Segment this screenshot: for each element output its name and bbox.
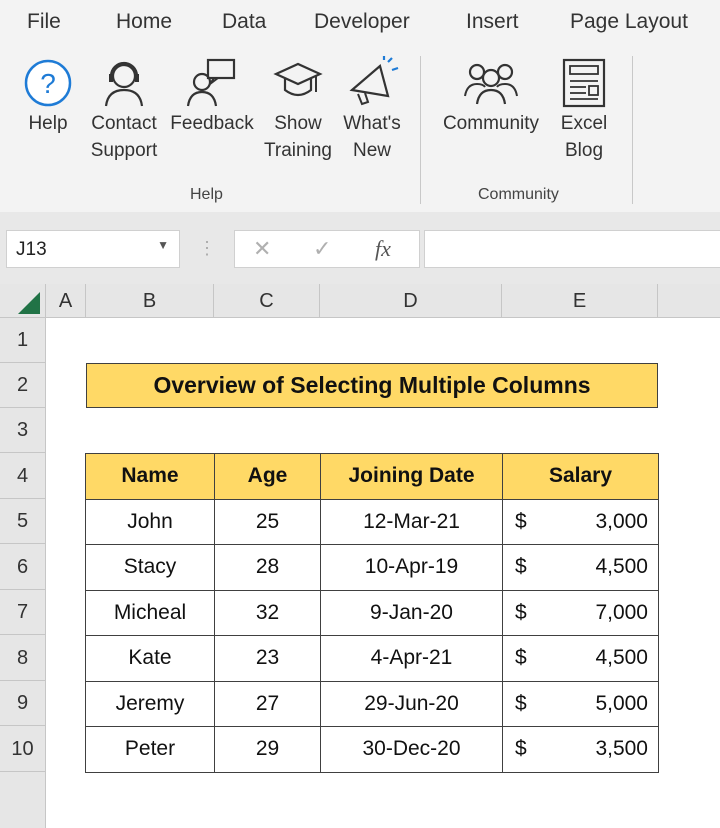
currency-symbol: $ <box>515 737 527 760</box>
community-button[interactable] <box>436 56 546 137</box>
cell-name[interactable]: John <box>86 499 215 545</box>
table-row <box>86 727 659 773</box>
blog-page-icon <box>558 56 610 110</box>
question-circle-icon <box>22 56 74 110</box>
table-row <box>86 590 659 636</box>
cell-age[interactable]: 23 <box>215 636 321 682</box>
cell-date[interactable]: 10-Apr-19 <box>321 545 503 591</box>
ribbon <box>0 48 720 212</box>
group-separator-end <box>632 56 633 204</box>
cell-salary[interactable] <box>503 636 659 682</box>
worksheet-grid <box>0 284 720 828</box>
formula-input[interactable] <box>424 230 720 268</box>
cell-age[interactable]: 25 <box>215 499 321 545</box>
contact-support-button[interactable] <box>86 56 162 164</box>
column-header-e[interactable]: E <box>502 284 658 318</box>
formula-controls <box>234 230 420 268</box>
cell-date[interactable]: 30-Dec-20 <box>321 727 503 773</box>
tab-developer[interactable]: Developer <box>314 10 410 33</box>
cell-salary[interactable] <box>503 727 659 773</box>
tab-home[interactable]: Home <box>116 10 173 33</box>
whats-new-button[interactable] <box>340 56 404 164</box>
cell-salary[interactable] <box>503 545 659 591</box>
show-training-button[interactable] <box>260 56 336 164</box>
cell-name[interactable]: Kate <box>86 636 215 682</box>
currency-symbol: $ <box>515 691 527 715</box>
cell-name[interactable]: Stacy <box>86 545 215 591</box>
fx-icon[interactable]: fx <box>375 236 391 261</box>
currency-symbol: $ <box>515 509 527 533</box>
cell-age[interactable]: 29 <box>215 727 321 773</box>
cell-date[interactable]: 9-Jan-20 <box>321 590 503 636</box>
cell-salary[interactable] <box>503 681 659 727</box>
whats-new-label: What's New <box>343 113 401 161</box>
row-header-7[interactable]: 7 <box>0 590 46 635</box>
cell-salary[interactable] <box>503 590 659 636</box>
cell-age[interactable]: 28 <box>215 545 321 591</box>
table-row <box>86 636 659 682</box>
cell-date[interactable]: 12-Mar-21 <box>321 499 503 545</box>
contact-support-label: Contact Support <box>90 113 158 161</box>
cell-date[interactable]: 4-Apr-21 <box>321 636 503 682</box>
help-group-label: Help <box>190 186 223 203</box>
tab-page-layout[interactable]: Page Layout <box>570 10 688 33</box>
column-header-a[interactable]: A <box>46 284 86 318</box>
tab-file[interactable]: File <box>27 10 61 33</box>
row-header-6[interactable]: 6 <box>0 544 46 590</box>
chevron-down-icon[interactable]: ▼ <box>157 238 169 252</box>
row-header-3[interactable]: 3 <box>0 408 46 453</box>
salary-amount: 5,000 <box>595 691 648 715</box>
row-header-4[interactable]: 4 <box>0 453 46 499</box>
svg-text:?: ? <box>40 68 56 99</box>
cell-age[interactable]: 32 <box>215 590 321 636</box>
help-button-label: Help <box>28 113 68 134</box>
cell-name[interactable]: Peter <box>86 727 215 773</box>
salary-amount: 3,500 <box>595 737 648 760</box>
select-all-corner[interactable] <box>0 284 46 318</box>
tab-insert[interactable]: Insert <box>466 10 519 33</box>
salary-amount: 4,500 <box>595 555 648 578</box>
row-header-2[interactable]: 2 <box>0 363 46 408</box>
header-age[interactable]: Age <box>215 454 321 500</box>
column-header-next[interactable] <box>658 284 720 318</box>
salary-amount: 3,000 <box>595 509 648 533</box>
currency-symbol: $ <box>515 646 527 669</box>
salary-amount: 7,000 <box>595 600 648 624</box>
row-header-10[interactable]: 10 <box>0 726 46 772</box>
people-group-icon <box>461 56 521 110</box>
feedback-person-icon <box>186 56 238 110</box>
feedback-button[interactable] <box>168 56 256 137</box>
sheet-title-cell[interactable]: Overview of Selecting Multiple Columns <box>86 363 658 408</box>
enter-icon[interactable]: ✓ <box>313 236 332 261</box>
select-all-triangle-icon <box>0 284 46 318</box>
excel-blog-label: Excel Blog <box>560 113 608 161</box>
salary-amount: 4,500 <box>595 646 648 669</box>
cancel-icon[interactable]: ✕ <box>253 236 272 261</box>
row-header-empty <box>0 772 46 828</box>
help-button[interactable] <box>20 56 76 137</box>
row-header-5[interactable]: 5 <box>0 499 46 544</box>
table-row <box>86 545 659 591</box>
cell-salary[interactable] <box>503 499 659 545</box>
column-header-c[interactable]: C <box>214 284 320 318</box>
tab-data[interactable]: Data <box>222 10 267 33</box>
cell-age[interactable]: 27 <box>215 681 321 727</box>
drag-handle-icon[interactable]: ⋮ <box>198 238 216 258</box>
name-box-value: J13 <box>16 239 47 260</box>
community-group-label: Community <box>478 186 559 203</box>
table-header-row <box>86 454 659 500</box>
community-label: Community <box>442 113 540 134</box>
row-header-9[interactable]: 9 <box>0 681 46 726</box>
table-row <box>86 681 659 727</box>
formula-bar-area <box>0 212 720 284</box>
feedback-label: Feedback <box>170 113 254 134</box>
table-row <box>86 499 659 545</box>
column-header-b[interactable]: B <box>86 284 214 318</box>
name-box[interactable] <box>6 230 180 268</box>
header-name[interactable]: Name <box>86 454 215 500</box>
column-header-d[interactable]: D <box>320 284 502 318</box>
excel-blog-button[interactable] <box>556 56 612 164</box>
show-training-label: Show Training <box>264 113 332 161</box>
headset-person-icon <box>98 56 150 110</box>
cell-name[interactable]: Micheal <box>86 590 215 636</box>
ribbon-tab-bar <box>0 0 720 48</box>
megaphone-icon <box>344 56 400 110</box>
group-separator <box>420 56 421 204</box>
row-header-1[interactable]: 1 <box>0 318 46 363</box>
cell-name[interactable]: Jeremy <box>86 681 215 727</box>
currency-symbol: $ <box>515 600 527 624</box>
row-header-8[interactable]: 8 <box>0 635 46 681</box>
currency-symbol: $ <box>515 555 527 578</box>
cell-date[interactable]: 29-Jun-20 <box>321 681 503 727</box>
graduation-cap-icon <box>272 56 324 110</box>
salary-table <box>85 453 659 773</box>
header-salary[interactable]: Salary <box>503 454 659 500</box>
header-joining-date[interactable]: Joining Date <box>321 454 503 500</box>
